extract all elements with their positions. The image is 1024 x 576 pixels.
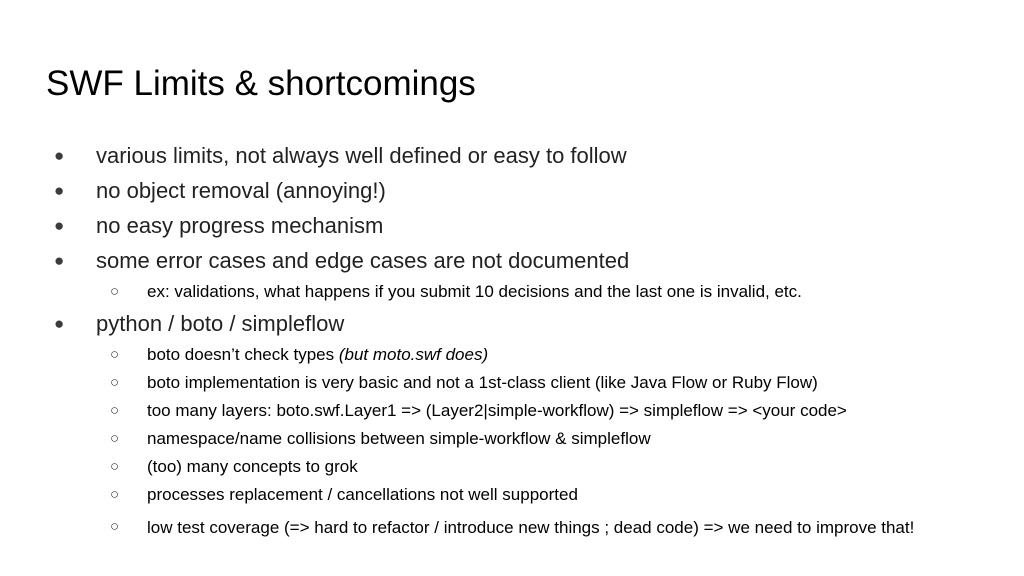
- sub-bullet-item: [0, 369, 1024, 397]
- sub-bullet-icon: ○: [110, 402, 120, 419]
- bullet-text: various limits, not always well defined or easy to follow: [96, 143, 627, 168]
- bullet-icon: ●: [54, 251, 65, 270]
- sub-bullet-item: [0, 341, 1024, 369]
- sub-bullet-icon: ○: [110, 430, 120, 447]
- sub-bullet-item: [0, 453, 1024, 481]
- bullet-text: no easy progress mechanism: [96, 213, 384, 238]
- bullet-icon: ●: [54, 314, 65, 333]
- bullet-item: [0, 138, 1024, 173]
- bullet-item: [0, 243, 1024, 278]
- slide-title: SWF Limits & shortcomings: [46, 64, 476, 103]
- sub-bullet-text: processes replacement / cancellations not well supported: [147, 485, 578, 504]
- sub-bullet-icon: ○: [110, 283, 120, 300]
- sub-bullet-text: too many layers: boto.swf.Layer1 => (Layer2|simple-workflow) => simpleflow => <your code>: [147, 401, 847, 420]
- bullet-item: [0, 208, 1024, 243]
- bullet-icon: ●: [54, 181, 65, 200]
- bullet-icon: ●: [54, 146, 65, 165]
- sub-bullet-icon: ○: [110, 458, 120, 475]
- sub-bullet-text: boto implementation is very basic and not a 1st-class client (like Java Flow or Ruby Flow): [147, 373, 818, 392]
- bullet-text: python / boto / simpleflow: [96, 311, 345, 336]
- sub-bullet-icon: ○: [110, 346, 120, 363]
- bullet-icon: ●: [54, 216, 65, 235]
- bullet-item: [0, 173, 1024, 208]
- sub-bullet-text: namespace/name collisions between simple-workflow & simpleflow: [147, 429, 651, 448]
- bullet-text: no object removal (annoying!): [96, 178, 386, 203]
- sub-bullet-item: [0, 397, 1024, 425]
- sub-bullet-item: [0, 425, 1024, 453]
- bullet-list: [0, 138, 1024, 571]
- sub-bullet-icon: ○: [110, 374, 120, 391]
- sub-bullet-text: [147, 341, 488, 369]
- sub-bullet-item: [0, 513, 1024, 571]
- sub-bullet-item: [0, 481, 1024, 509]
- sub-bullet-text: (too) many concepts to grok: [147, 457, 358, 476]
- sub-bullet-text: ex: validations, what happens if you submit 10 decisions and the last one is invalid, etc.: [147, 282, 802, 301]
- sub-bullet-text-plain: boto doesn’t check types: [147, 345, 339, 364]
- sub-bullet-item: [0, 278, 1024, 306]
- sub-bullet-icon: ○: [110, 518, 120, 535]
- bullet-item: [0, 306, 1024, 341]
- sub-bullet-text: low test coverage (=> hard to refactor / introduce new things ; dead code) => we need to improve that!: [147, 518, 915, 537]
- bullet-text: some error cases and edge cases are not documented: [96, 248, 630, 273]
- sub-bullet-icon: ○: [110, 486, 120, 503]
- sub-bullet-text-italic: (but moto.swf does): [338, 345, 489, 364]
